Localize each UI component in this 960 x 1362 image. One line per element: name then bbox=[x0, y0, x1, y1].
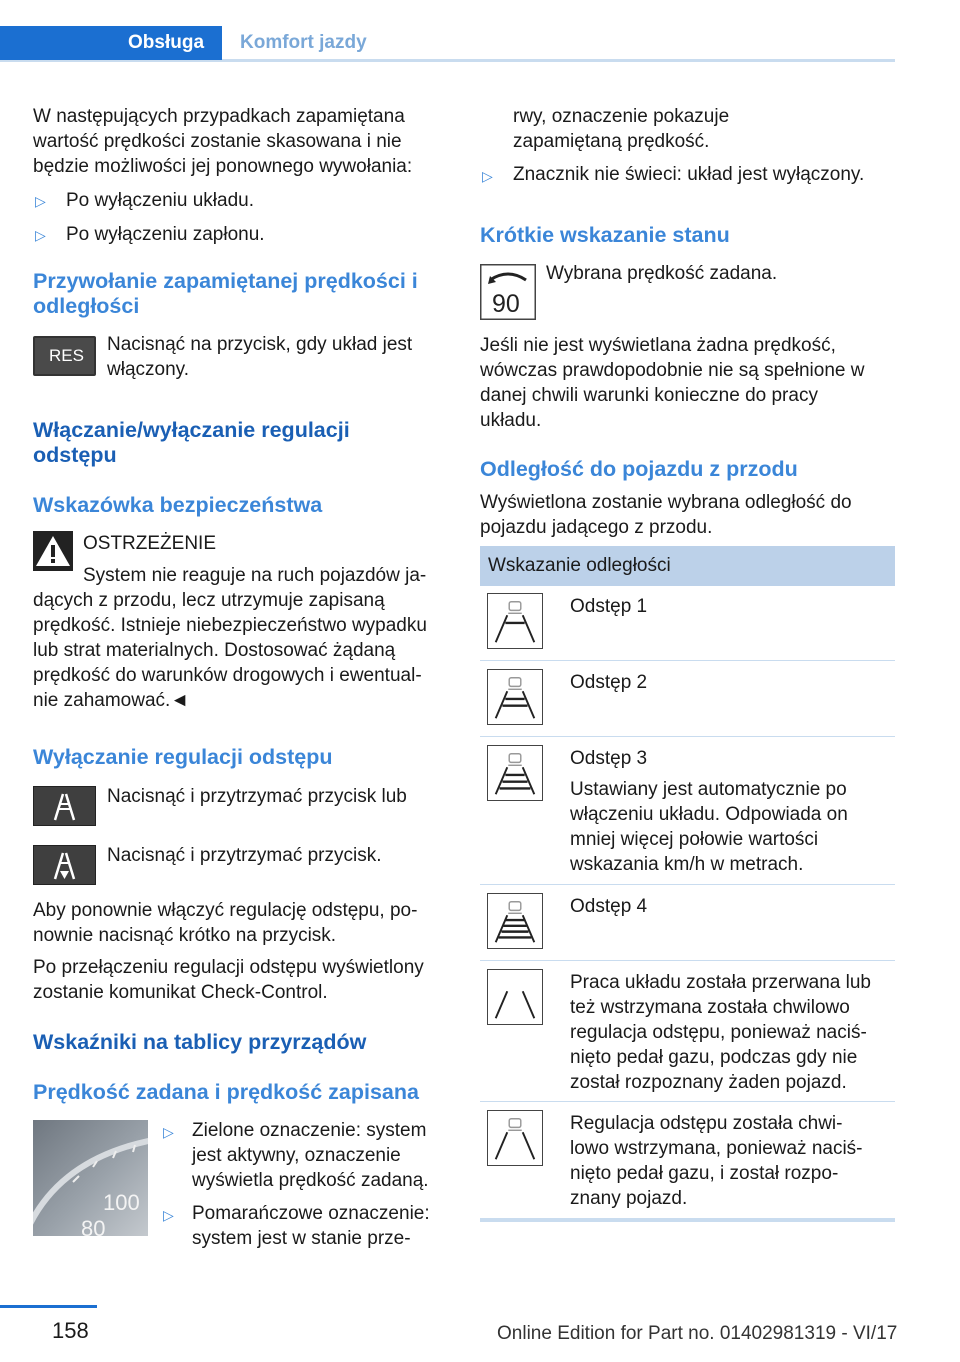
gauge-label-80: 80 bbox=[81, 1216, 106, 1236]
page-number: 158 bbox=[52, 1318, 89, 1343]
set-speed-icon bbox=[480, 264, 536, 320]
distance-1-icon bbox=[487, 593, 543, 649]
bullet-triangle-icon: ▷ bbox=[35, 227, 46, 243]
warning-icon bbox=[33, 531, 73, 571]
row-divider bbox=[480, 660, 895, 661]
speedometer-image bbox=[33, 1120, 148, 1236]
svg-text:90: 90 bbox=[492, 290, 520, 318]
bullet-ignition-off: Po wyłączeniu zapłonu. bbox=[66, 224, 265, 245]
distance-3-icon bbox=[487, 745, 543, 801]
bullet-marker-off: Znacznik nie świeci: układ jest wyłączony. bbox=[513, 164, 865, 185]
tab-komfort-jazdy[interactable]: Komfort jazdy bbox=[240, 32, 367, 53]
table-row: Praca układu została przerwana lub też wstrzymana została chwilowo regulacja odstępu, ponieważ naciś‐ nięto pedał gazu, podczas gdy nie został rozpoznany żaden pojazd. bbox=[570, 972, 872, 1093]
distance-button-icon bbox=[33, 845, 96, 885]
warning-title: OSTRZEŻENIE bbox=[83, 533, 217, 554]
row-divider bbox=[480, 736, 895, 737]
distance-button-icon bbox=[33, 786, 96, 826]
bullet-triangle-icon: ▷ bbox=[35, 193, 46, 209]
table-row: Odstęp 1 bbox=[570, 596, 648, 617]
distance-paused-vehicle-icon bbox=[487, 1110, 543, 1166]
heading-speed: Prędkość zadana i prędkość zapisana bbox=[33, 1080, 419, 1104]
heading-toggle-distance: Włączanie/wyłączanie regulacji odstępu bbox=[33, 418, 350, 467]
distance-interrupted-icon bbox=[487, 969, 543, 1025]
bullet-orange-marker: Pomarańczowe oznaczenie: system jest w stanie prze‐ bbox=[192, 1203, 430, 1249]
check-control-text: Po przełączeniu regulacji odstępu wyświetlony zostanie komunikat Check-Control. bbox=[33, 957, 424, 1003]
distance-text: Wyświetlona zostanie wybrana odległość do pojazdu jadącego z przodu. bbox=[480, 492, 852, 538]
intro-line: W następujących przypadkach zapamiętana bbox=[33, 106, 405, 127]
intro-text bbox=[33, 104, 412, 179]
table-header: Wskazanie odległości bbox=[480, 546, 895, 586]
heading-distance-off: Wyłączanie regulacji odstępu bbox=[33, 745, 333, 769]
heading-safety: Wskazówka bezpieczeństwa bbox=[33, 493, 323, 517]
set-speed-text: Wybrana prędkość zadana. bbox=[546, 263, 778, 284]
distance-2-icon bbox=[487, 669, 543, 725]
heading-short-status: Krótkie wskazanie stanu bbox=[480, 223, 730, 247]
gauge-label-100: 100 bbox=[103, 1190, 140, 1215]
warning-line: System nie reaguje na ruch pojazdów ja‐ bbox=[83, 565, 427, 586]
bullet-system-off: Po wyłączeniu układu. bbox=[66, 190, 254, 211]
heading-recall: Przywołanie zapamiętanej prędkości i odległości bbox=[33, 269, 418, 318]
table-bottom-border bbox=[480, 1218, 895, 1222]
reenable-text: Aby ponownie włączyć regulację odstępu, po‐ nownie nacisnąć krótko na przycisk. bbox=[33, 900, 418, 946]
table-row: Regulacja odstępu została chwi‐ lowo wstrzymana, ponieważ naciś‐ nięto pedał gazu, i został rozpo‐ znany pojazd. bbox=[570, 1113, 863, 1209]
footer-accent bbox=[0, 1305, 97, 1308]
table-row: Odstęp 3 Ustawiany jest automatycznie po włączeniu układu. Odpowiada on mniej więcej połowie wartości wskazania km/h w metrach. bbox=[570, 748, 848, 875]
table-row: Odstęp 4 bbox=[570, 896, 648, 917]
intro-line: będzie możliwości jej ponownego wywołania: bbox=[33, 156, 413, 177]
off-text-1: Nacisnąć i przytrzymać przycisk lub bbox=[107, 786, 407, 807]
tab-obsluga[interactable]: Obsługa bbox=[0, 26, 222, 60]
heading-indicators: Wskaźniki na tablicy przyrządów bbox=[33, 1030, 367, 1054]
table-row: Odstęp 2 bbox=[570, 672, 648, 693]
bullet-triangle-icon: ▷ bbox=[163, 1207, 174, 1223]
bullet-triangle-icon: ▷ bbox=[163, 1124, 174, 1140]
row-divider bbox=[480, 1101, 895, 1102]
edition-note: Online Edition for Part no. 01402981319 - VI/17 bbox=[497, 1323, 898, 1344]
off-text-2: Nacisnąć i przytrzymać przycisk. bbox=[107, 845, 382, 866]
res-button-icon: RES bbox=[33, 336, 96, 376]
row-divider bbox=[480, 884, 895, 885]
distance-4-icon bbox=[487, 893, 543, 949]
header-tabs bbox=[0, 26, 895, 62]
heading-distance: Odległość do pojazdu z przodu bbox=[480, 457, 798, 481]
bullet-green-marker: Zielone oznaczenie: system jest aktywny, oznaczenie wyświetla prędkość zadaną. bbox=[192, 1120, 429, 1191]
row-divider bbox=[480, 960, 895, 961]
warning-text: dących z przodu, lecz utrzymuje zapisaną prędkość. Istnieje niebezpieczeństwo wypadku lub strat materialnych. Dostosować żądaną prędkość do warunków drogowych i ewentual‐ nie zahamować.◄ bbox=[33, 590, 427, 711]
bullet-triangle-icon: ▷ bbox=[482, 168, 493, 184]
interrupted-continuation: rwy, oznaczenie pokazuje zapamiętaną prędkość. bbox=[513, 106, 730, 152]
res-text: Nacisnąć na przycisk, gdy układ jest włączony. bbox=[107, 334, 413, 380]
no-speed-text: Jeśli nie jest wyświetlana żadna prędkość, wówczas prawdopodobnie nie są spełnione w danej chwili warunki konieczne do pracy układu. bbox=[480, 335, 865, 431]
intro-line: wartość prędkości zostanie skasowana i nie bbox=[33, 131, 402, 152]
